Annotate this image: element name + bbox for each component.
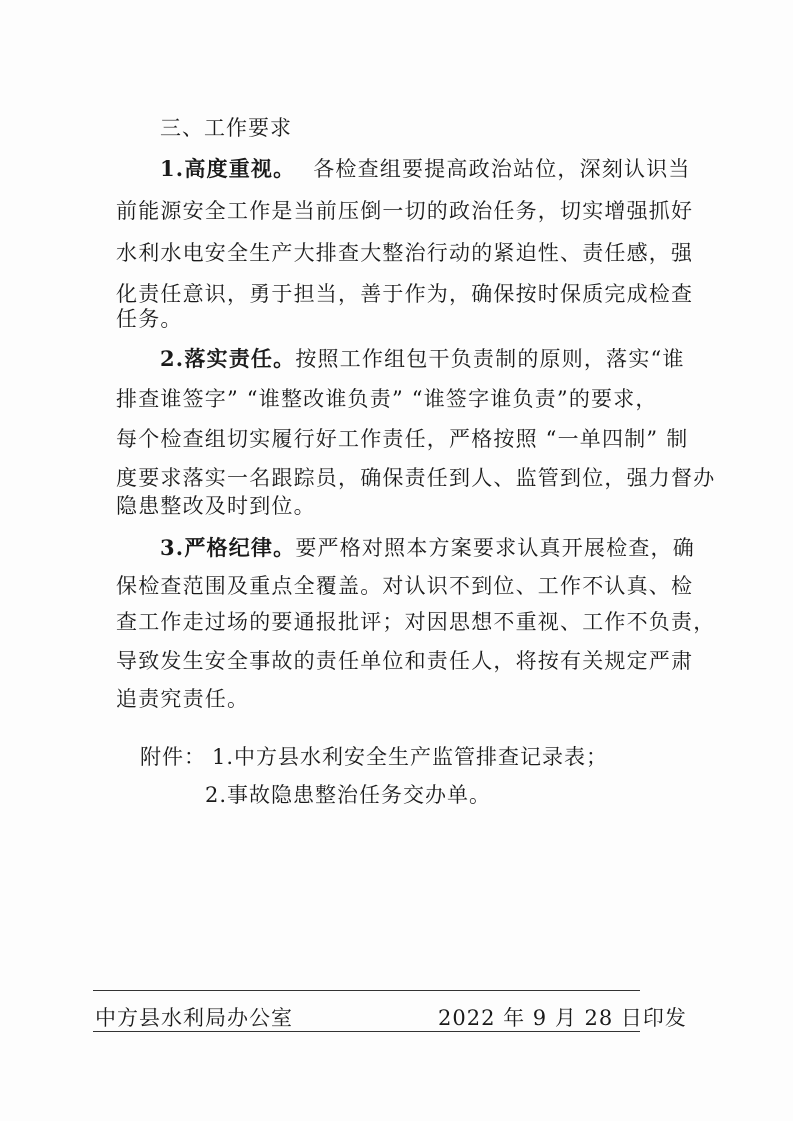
item1-line1 <box>160 153 691 183</box>
footer-date: 2022 年 9 月 28 日印发 <box>438 1006 687 1030</box>
footer-bottom-rule <box>93 1031 640 1032</box>
attachment-item1: 1.中方县水利安全生产监管排查记录表； <box>212 745 609 769</box>
item1-title: 1.高度重视。 <box>160 156 296 181</box>
item1-line4: 化责任意识，勇于担当，善于作为，确保按时保质完成检查 <box>116 282 694 306</box>
item2-line5: 隐患整改及时到位。 <box>116 494 316 518</box>
item3-text: 要严格对照本方案要求认真开展检查，确 <box>295 536 695 560</box>
attachment-item2: 2.事故隐患整治任务交办单。 <box>205 783 492 807</box>
footer-top-rule <box>93 990 640 991</box>
item3-line5: 追责究责任。 <box>116 687 250 711</box>
item3-title: 3.严格纪律。 <box>160 535 296 560</box>
item3-line4: 导致发生安全事故的责任单位和责任人，将按有关规定严肃 <box>116 649 694 673</box>
section-heading: 三、工作要求 <box>160 116 292 140</box>
item2-line2: 排查谁签字” “谁整改谁负责” “谁签字谁负责”的要求， <box>116 387 658 411</box>
item1-line3: 水利水电安全生产大排查大整治行动的紧迫性、责任感，强 <box>116 241 694 265</box>
item2-line1 <box>160 343 685 373</box>
item1-line2: 前能源安全工作是当前压倒一切的政治任务，切实增强抓好 <box>116 199 694 223</box>
item2-line3: 每个检查组切实履行好工作责任，严格按照 “一单四制” 制 <box>116 427 689 451</box>
item3-line2: 保检查范围及重点全覆盖。对认识不到位、工作不认真、检 <box>116 574 694 598</box>
item3-line3: 查工作走过场的要通报批评；对因思想不重视、工作不负责， <box>116 610 716 634</box>
attachment-label: 附件： <box>140 745 206 769</box>
item2-text: 按照工作组包干负责制的原则，落实“谁 <box>295 347 685 371</box>
item2-line4: 度要求落实一名跟踪员，确保责任到人、监管到位，强力督办 <box>116 466 716 490</box>
footer-issuer: 中方县水利局办公室 <box>95 1006 293 1030</box>
item1-line5: 任务。 <box>116 307 183 331</box>
item2-title: 2.落实责任。 <box>160 346 296 371</box>
item1-text: 各检查组要提高政治站位，深刻认识当 <box>313 157 691 181</box>
item3-line1 <box>160 532 695 562</box>
attachment-line1 <box>140 741 608 771</box>
